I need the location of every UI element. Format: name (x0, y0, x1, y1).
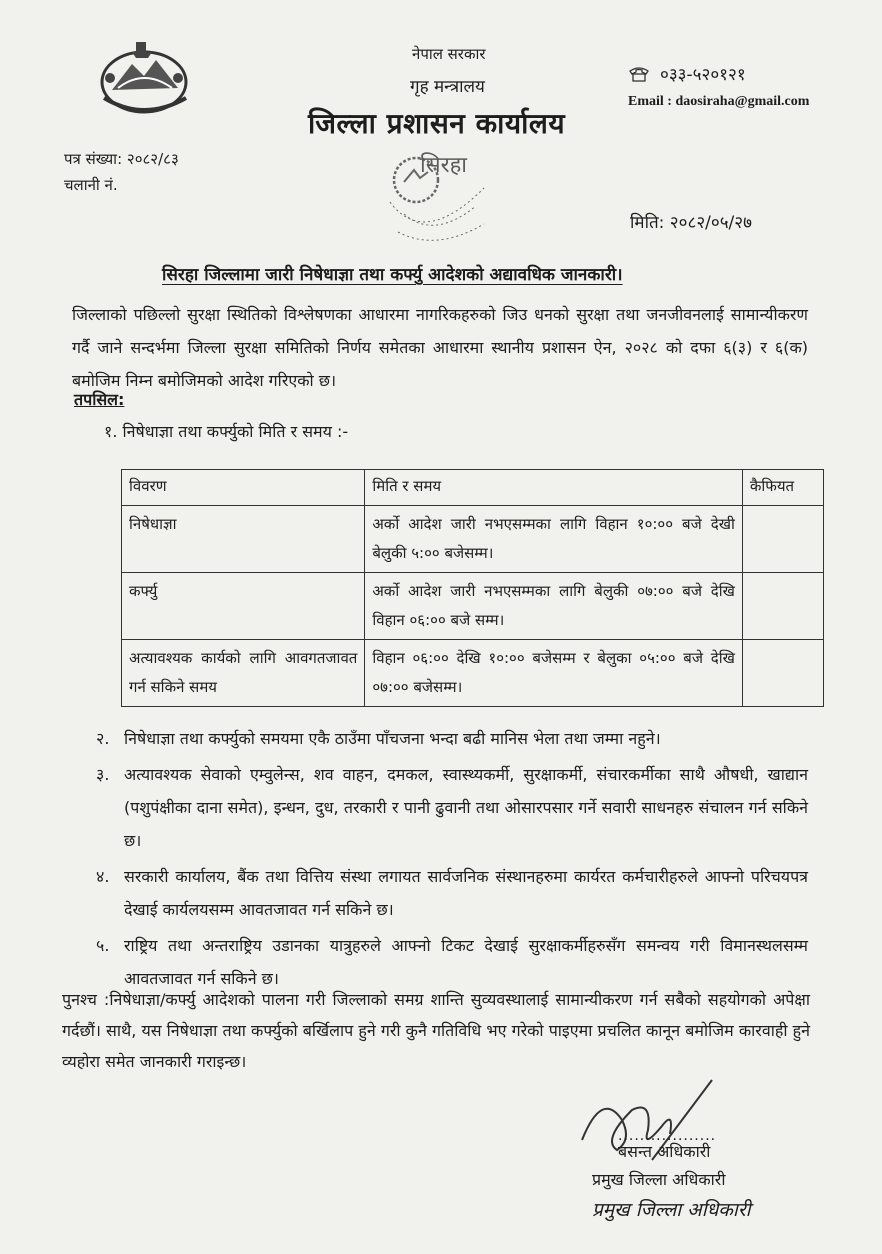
letter-number: पत्र संख्या: २०८२/८३ (64, 150, 179, 168)
row-time: विहान ०६:०० देखि १०:०० बजेसम्म र बेलुका ०५:०० बजे देखि ०७:०० बजेसम्म। (365, 640, 743, 707)
table-row (122, 640, 824, 707)
list-item-number: ४. (96, 867, 110, 886)
reference-block (64, 146, 179, 198)
stamp-text: सिरहा (420, 153, 467, 178)
list-item (96, 860, 808, 926)
government-name: नेपाल सरकार (412, 45, 486, 63)
order-list (96, 722, 808, 998)
list-item-number: ३. (96, 765, 110, 784)
signatory-title-stamp: प्रमुख जिल्ला अधिकारी (592, 1199, 751, 1221)
list-item-text: सरकारी कार्यालय, बैंक तथा वित्तिय संस्था लगायत सार्वजनिक संस्थानहरुमा कार्यरत कर्मचारीहरुले आफ्नो परिचयपत्र देखाई कार्यलयसम्म आवतजावत गर्न सकिने छ। (124, 867, 808, 919)
postscript-paragraph: पुनश्च :निषेधाज्ञा/कर्फ्यु आदेशको पालना गरी जिल्लाको समग्र शान्ति सुव्यवस्थालाई सामान्यीकरण गर्न सबैको सहयोगको अपेक्षा गर्दछौं। साथै, यस निषेधाज्ञा तथा कर्फ्युको बर्खिलाप हुने गरी कुनै गतिविधि भए गरेको पाइएमा प्रचलित कानून बमोजिम कारवाही हुने व्यहोरा समेत जानकारी गराइन्छ। (62, 990, 810, 1071)
row-label: कर्फ्यु (122, 573, 365, 640)
list-item (96, 758, 808, 857)
list-item-text: अत्यावश्यक सेवाको एम्वुलेन्स, शव वाहन, दमकल, स्वास्थ्यकर्मी, सुरक्षाकर्मी, संचारकर्मीका साथै औषधी, खाद्यान (पशुपंक्षीका दाना समेत), इन्धन, दुध, तरकारी र पानी ढुवानी तथा ओसारपसार गर्ने सवारी साधनहरु संचालन गर्न सकिने छ। (124, 765, 808, 850)
list-item-number: ५. (96, 936, 110, 955)
office-stamp-icon (384, 148, 502, 254)
table-header-cell: विवरण (122, 470, 365, 506)
telephone-icon (628, 66, 650, 82)
row-remark (742, 573, 823, 640)
schedule-table (121, 469, 824, 707)
letter-date: मिति: २०८२/०५/२७ (630, 213, 752, 233)
phone-number: ०३३-५२०१२१ (660, 65, 746, 85)
intro-paragraph: जिल्लाको पछिल्लो सुरक्षा स्थितिको विश्लेषणका आधारमा नागरिकहरुको जिउ धनको सुरक्षा तथा जनजीवनलाई सामान्यीकरण गर्दै जाने सन्दर्भमा जिल्ला सुरक्षा समितिको निर्णय समेतका आधारमा स्थानीय प्रशासन ऐन, २०२८ को दफा ६(३) र ६(क) बमोजिम निम्न बमोजिमको आदेश गरिएको छ। (72, 305, 808, 390)
signatory-name: बसन्त अधिकारी (618, 1142, 711, 1161)
table-header-row (122, 470, 824, 506)
dispatch-number: चलानी नं. (64, 176, 118, 194)
subject-line: सिरहा जिल्लामा जारी निषेधाज्ञा तथा कर्फ्यु आदेशको अद्यावधिक जानकारी। (162, 265, 623, 285)
row-remark (742, 640, 823, 707)
phone-row (628, 62, 746, 85)
signatory-title: प्रमुख जिल्ला अधिकारी (592, 1170, 726, 1189)
item-1: १. निषेधाज्ञा तथा कर्फ्युको मिति र समय :- (104, 422, 349, 441)
ministry-name: गृह मन्त्रालय (410, 77, 485, 97)
row-label: निषेधाज्ञा (122, 506, 365, 573)
table-row (122, 573, 824, 640)
list-item-text: राष्ट्रिय तथा अन्तराष्ट्रिय उडानका यात्रुहरुले आफ्नो टिकट देखाई सुरक्षाकर्मीहरुसँग समन्वय गरी विमानस्थलसम्म आवतजावत गर्न सकिने छ। (124, 936, 809, 988)
row-time: अर्को आदेश जारी नभएसम्मका लागि बेलुकी ०७:०० बजे देखि विहान ०६:०० बजे सम्म। (365, 573, 743, 640)
list-item-number: २. (96, 729, 110, 748)
nepal-emblem-icon (92, 38, 196, 118)
row-time: अर्को आदेश जारी नभएसम्मका लागि विहान १०:०० बजे देखी बेलुकी ५:०० बजेसम्म। (365, 506, 743, 573)
office-name: जिल्ला प्रशासन कार्यालय (308, 107, 566, 140)
list-item-text: निषेधाज्ञा तथा कर्फ्युको समयमा एकै ठाउँमा पाँचजना भन्दा बढी मानिस भेला तथा जम्मा नहुने। (124, 729, 661, 748)
signature-line: .................. (618, 1128, 717, 1144)
row-remark (742, 506, 823, 573)
list-item (96, 722, 808, 755)
row-label: अत्यावश्यक कार्यको लागि आवगतजावत गर्न सकिने समय (122, 640, 365, 707)
table-header-cell: कैफियत (742, 470, 823, 506)
email-address: Email : daosiraha@gmail.com (628, 94, 810, 109)
table-row (122, 506, 824, 573)
section-heading: तपसिल: (74, 390, 125, 409)
table-header-cell: मिति र समय (365, 470, 743, 506)
